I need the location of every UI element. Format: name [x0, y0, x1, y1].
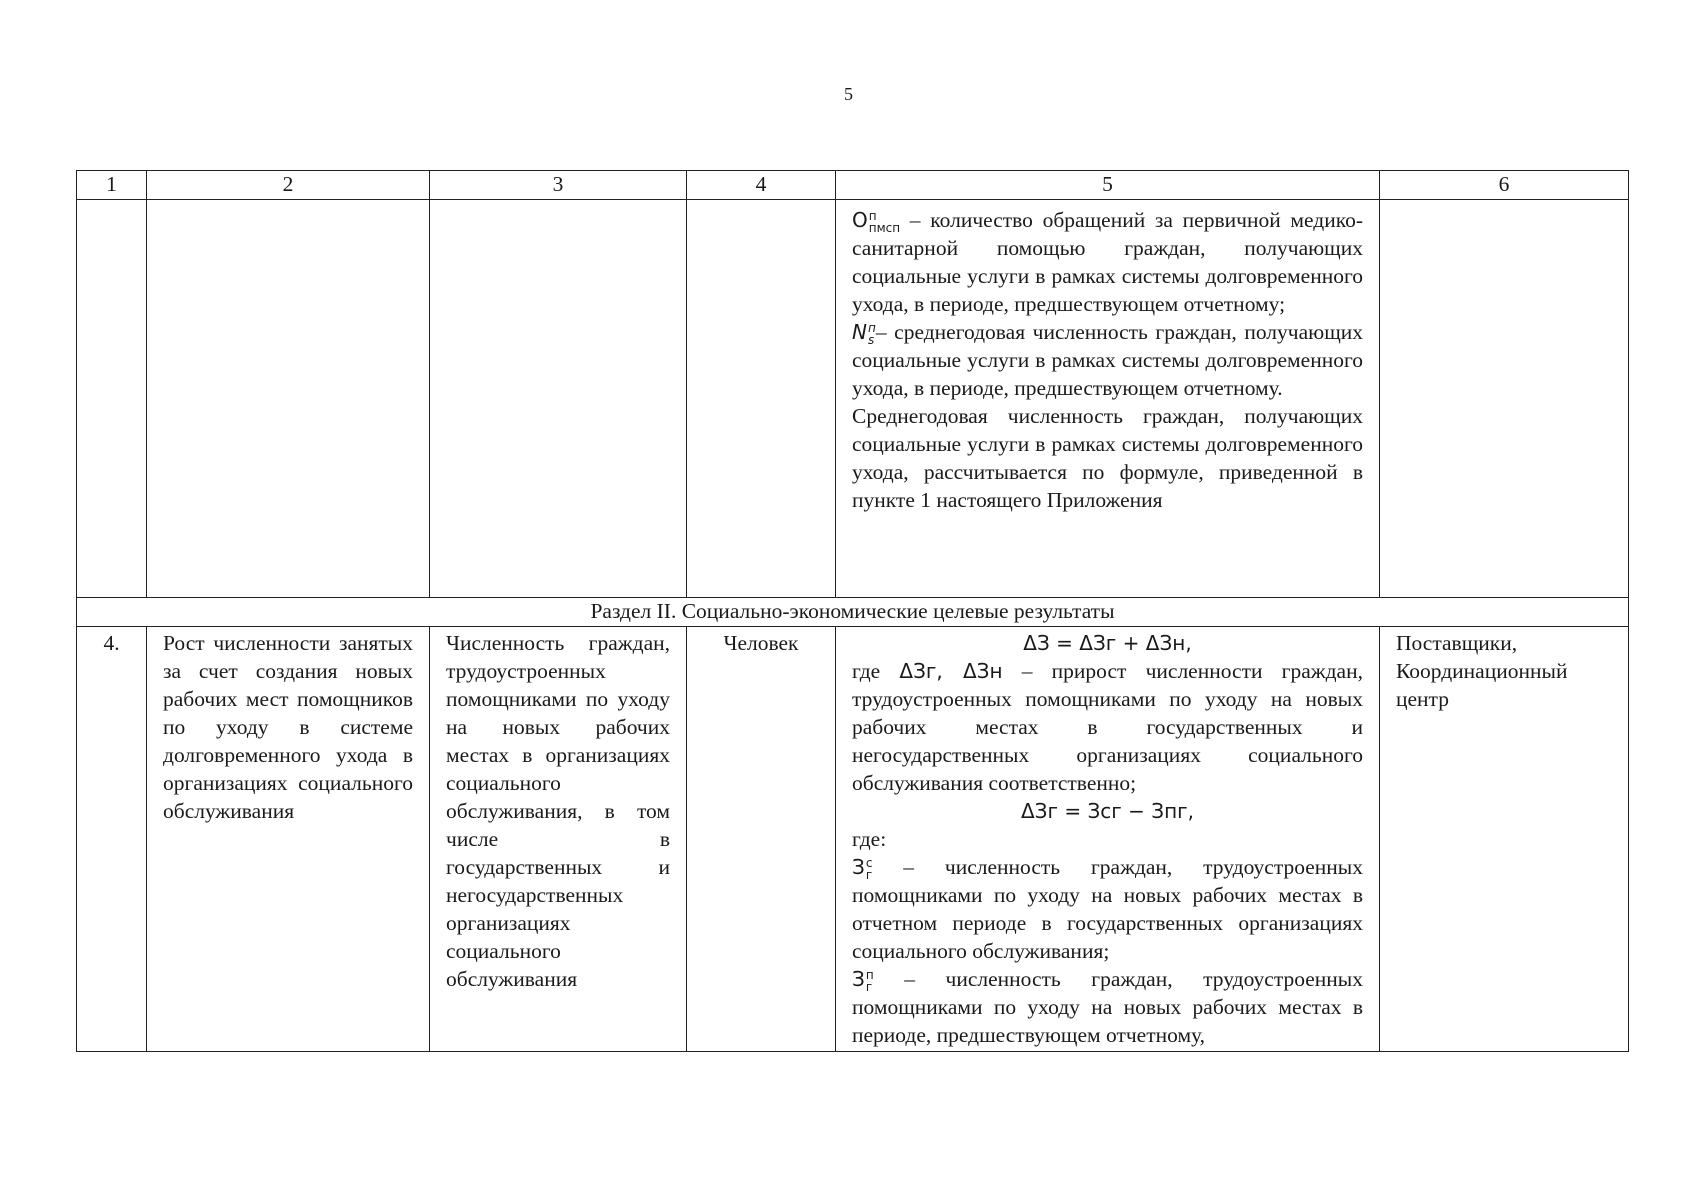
table-row-4	[77, 627, 1629, 1052]
header-cell: 1	[77, 171, 147, 200]
page-number: 5	[844, 84, 853, 104]
indicator-name: Рост численности занятых за счет создания новых рабочих мест помощников по уходу в системе долговременного ухода в организациях социального обслуживания	[163, 631, 413, 823]
responsible: Поставщики, Координационный центр	[1396, 631, 1568, 711]
calculation-method-cell	[836, 200, 1380, 598]
definition-obrashcheniya: О п пмсп – количество обращений за первичной медико-санитарной помощью граждан, получающих социальные услуги в рамках системы долговременного ухода, в периоде, предшествующем отчетному;	[852, 208, 1363, 316]
where-label: где:	[852, 827, 887, 851]
header-cell: 3	[430, 171, 687, 200]
calculation-note: Среднегодовая численность граждан, получающих социальные услуги в рамках системы долговременного ухода, рассчитывается по формуле, приведенной в пункте 1 настоящего Приложения	[852, 404, 1363, 512]
cell-empty	[77, 200, 147, 598]
indicator-description-cell	[430, 627, 687, 1052]
header-cell: 6	[1380, 171, 1629, 200]
table-row-continued	[77, 200, 1629, 598]
unit-cell	[687, 627, 836, 1052]
responsible-cell	[1380, 627, 1629, 1052]
cell-empty	[1380, 200, 1629, 598]
formula-cell	[836, 627, 1380, 1052]
indicator-table	[76, 170, 1629, 1052]
symbol-z-c: З с г	[852, 855, 873, 882]
symbol-o-pmsp: О п пмсп	[852, 208, 901, 235]
header-cell: 5	[836, 171, 1380, 200]
row-number: 4.	[77, 627, 147, 1052]
unit: Человек	[723, 631, 799, 655]
formula-main: ΔЗ = ΔЗг + ΔЗн,	[1023, 631, 1192, 655]
symbol-z-p: З п г	[852, 967, 874, 994]
cell-empty	[147, 200, 430, 598]
cell-empty	[430, 200, 687, 598]
where-delta: где ΔЗг, ΔЗн – прирост численности граждан, трудоустроенных помощниками по уходу на новых рабочих местах в государственных и негосударственных организациях социального обслуживания соответственно;	[852, 659, 1363, 795]
table-header-row	[77, 171, 1629, 200]
definition-srednegodovaya: N п s – среднегодовая численность граждан, получающих социальные услуги в рамках системы долговременного ухода, в периоде, предшествующем отчетному.	[852, 320, 1363, 400]
symbol-n-s: N п s	[852, 320, 876, 347]
definition-z-p: З п г – численность граждан, трудоустроенных помощниками по уходу на новых рабочих местах в периоде, предшествующем отчетному,	[852, 967, 1363, 1047]
section-title: Раздел II. Социально-экономические целевые результаты	[77, 598, 1629, 627]
indicator-name-cell	[147, 627, 430, 1052]
definition-z-c: З с г – численность граждан, трудоустроенных помощниками по уходу на новых рабочих местах в отчетном периоде в государственных организациях социального обслуживания;	[852, 855, 1363, 963]
indicator-description: Численность граждан, трудоустроенных помощниками по уходу на новых рабочих местах в организациях социального обслуживания, в том числе в государственных и негосударственных организациях социального обслуживания	[446, 631, 670, 991]
cell-empty	[687, 200, 836, 598]
formula-delta-g: ΔЗг = Зсг − Зпг,	[1020, 799, 1195, 823]
section-row	[77, 598, 1629, 627]
header-cell: 4	[687, 171, 836, 200]
header-cell: 2	[147, 171, 430, 200]
